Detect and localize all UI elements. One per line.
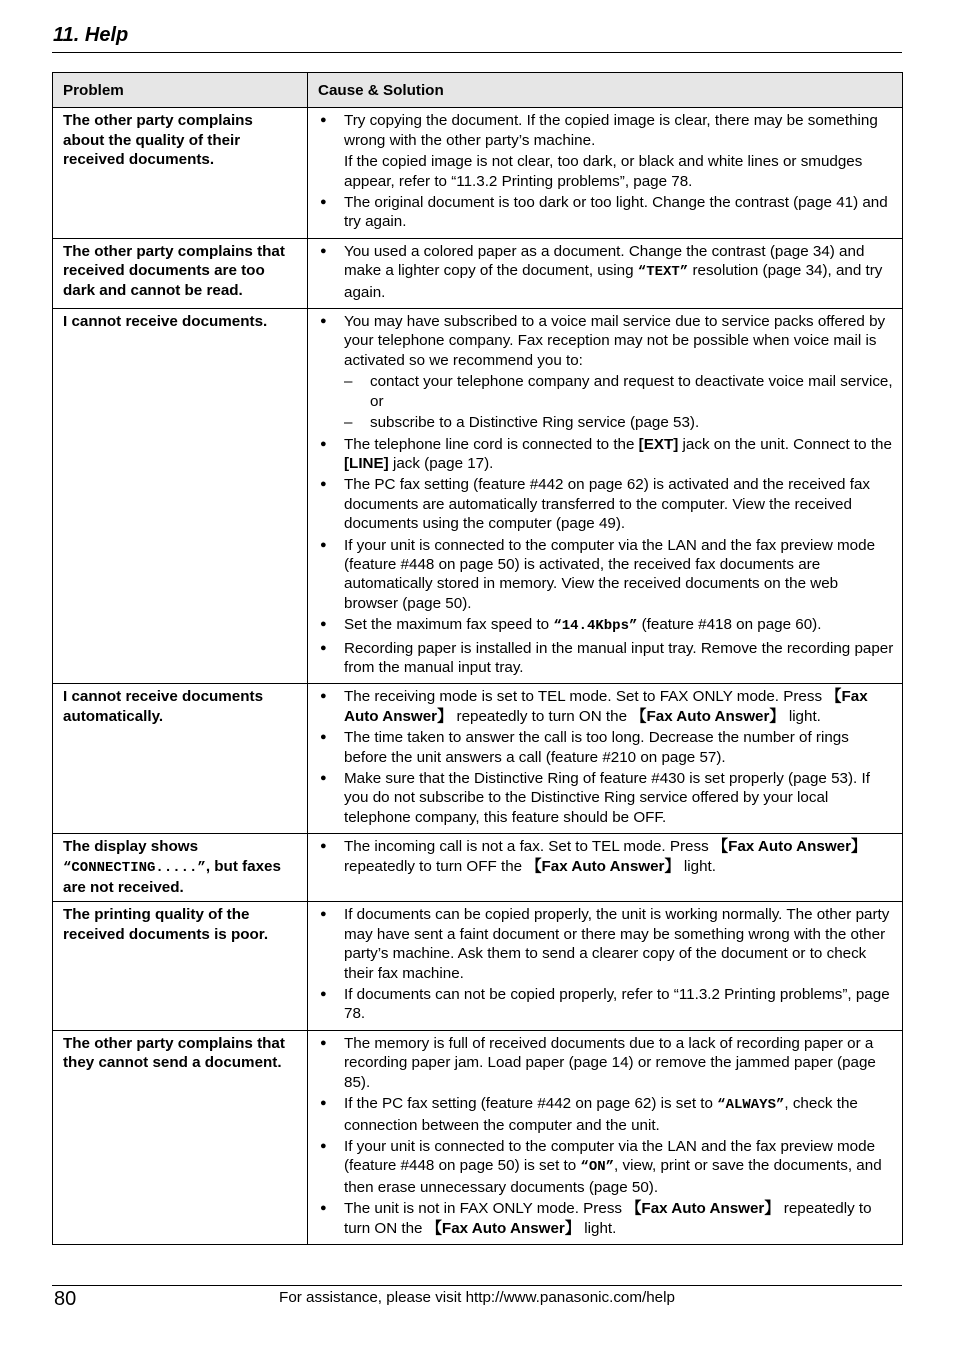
solution-text: If the PC fax setting (feature #442 on page 62) is set to [344, 1095, 718, 1113]
fax-auto-answer-key: 【Fax Auto Answer】 [626, 1200, 780, 1218]
solution-text: The unit is not in FAX ONLY mode. Press [344, 1200, 627, 1218]
solution-cell [308, 1030, 903, 1244]
fax-auto-answer-key: 【Fax Auto Answer】 [344, 688, 868, 725]
solution-bullet [318, 615, 894, 636]
table-row [53, 684, 903, 834]
solution-text: , view, print or save the documents, and then erase unnecessary documents (page 50). [344, 1157, 882, 1196]
solution-text: jack (page 17). [388, 454, 494, 472]
solution-text: , check the connection between the computer and the unit. [344, 1095, 858, 1134]
solution-bullet: ● The PC fax setting (feature #442 on page 62) is activated and the received fax documents are automatically transferred to the computer. View the received documents using the computer (page 49). [318, 475, 894, 533]
solution-text: resolution (page 34), and try again. [344, 262, 883, 301]
solution-sub-item: – contact your telephone company and request to deactivate voice mail service, or [344, 372, 894, 411]
problem-text: The display shows [63, 838, 199, 856]
solution-bullet [318, 435, 894, 474]
problem-cell: The other party complains that they cannot send a document. [53, 1030, 308, 1244]
problem-text: , but faxes are not received. [63, 857, 281, 897]
solution-text: The telephone line cord is connected to the [344, 435, 639, 453]
solution-bullet [318, 242, 894, 302]
solution-continuation: If the copied image is not clear, too dark, or black and white lines or smudges appear, refer to “11.3.2 Printing problems”, page 78. [344, 153, 863, 190]
problem-cell: The printing quality of the received documents is poor. [53, 902, 308, 1030]
display-text: “CONNECTING.....” [63, 859, 206, 876]
solution-text: light. [784, 707, 821, 725]
table-row [53, 1030, 903, 1244]
solution-bullet: ● If documents can not be copied properly, refer to “11.3.2 Printing problems”, page 78. [318, 985, 894, 1024]
fax-auto-answer-key: 【Fax Auto Answer】 [631, 707, 785, 725]
solution-bullet: ● Recording paper is installed in the manual input tray. Remove the recording paper from the manual input tray. [318, 639, 894, 678]
solution-text: light. [580, 1219, 617, 1237]
solution-bullet [318, 1094, 894, 1135]
ext-jack-label: [EXT] [638, 435, 679, 453]
solution-text: You may have subscribed to a voice mail service due to service packs offered by your telephone company. Fax reception may not be possible when voice mail is activated so we recommend you to: [344, 313, 886, 369]
problem-cell [53, 834, 308, 902]
fax-auto-answer-key: 【Fax Auto Answer】 [426, 1219, 581, 1237]
solution-bullet: ● The time taken to answer the call is too long. Decrease the number of rings before the unit answers a call (feature #210 on page 57). [318, 728, 894, 767]
solution-text: The incoming call is not a fax. Set to TEL mode. Press [344, 838, 713, 856]
solution-bullet [318, 312, 894, 432]
solution-sub-item: – subscribe to a Distinctive Ring service (page 53). [344, 413, 894, 432]
solution-bullet: ● If documents can be copied properly, the unit is working normally. The other party may have sent a faint document or there may be something wrong with the other party’s machine. Ask them to send a clearer copy of the document or to check their fax machine. [318, 905, 894, 983]
solution-cell [308, 834, 903, 902]
display-text: “14.4Kbps” [553, 618, 638, 635]
display-text: “ALWAYS” [717, 1097, 785, 1114]
solution-bullet [318, 687, 894, 726]
column-header-problem: Problem [53, 73, 308, 108]
solution-bullet: ● Make sure that the Distinctive Ring of feature #430 is set properly (page 53). If you do not subscribe to the Distinctive Ring service offered by your local telephone company, this feature should be OFF. [318, 769, 894, 827]
solution-bullet [318, 837, 894, 876]
solution-bullet: ● The memory is full of received documents due to a lack of recording paper or a recording paper jam. Load paper (page 14) or remove the jammed paper (page 85). [318, 1034, 894, 1092]
problem-cell: I cannot receive documents automatically. [53, 684, 308, 834]
assistance-text: For assistance, please visit http://www.panasonic.com/help [279, 1289, 675, 1306]
solution-text: You used a colored paper as a document. Change the contrast (page 34) and make a lighter copy of the document, using [344, 242, 865, 280]
display-text: “ON” [580, 1159, 615, 1176]
solution-text: (feature #418 on page 60). [637, 616, 822, 634]
solution-cell [308, 108, 903, 238]
solution-bullet: ● If your unit is connected to the computer via the LAN and the fax preview mode (feature #448 on page 50) is activated, the received fax documents are automatically stored in memory. View the received documents on the web browser (page 50). [318, 536, 894, 614]
solution-bullet: ● The original document is too dark or too light. Change the contrast (page 41) and try again. [318, 193, 894, 232]
section-title: 11. Help [53, 24, 129, 46]
problem-cell: The other party complains about the quality of their received documents. [53, 108, 308, 238]
footer-divider [52, 1285, 902, 1286]
table-row [53, 108, 903, 238]
table-header-row [53, 73, 903, 108]
solution-text: Try copying the document. If the copied image is clear, there may be something wrong with the other party’s machine. [344, 112, 878, 149]
fax-auto-answer-key: 【Fax Auto Answer】 [712, 838, 867, 856]
page-number: 80 [54, 1288, 77, 1310]
troubleshooting-table [52, 72, 903, 1245]
solution-bullet [318, 1199, 894, 1238]
solution-text: repeatedly to turn ON the [344, 1200, 872, 1237]
solution-text: repeatedly to turn OFF the [344, 857, 527, 875]
problem-cell: I cannot receive documents. [53, 309, 308, 684]
column-header-solution: Cause & Solution [308, 73, 903, 108]
table-row [53, 834, 903, 902]
solution-text: If your unit is connected to the computer via the LAN and the fax preview mode (feature #448 on page 50) is set to [344, 1137, 876, 1175]
solution-text: Set the maximum fax speed to [344, 616, 554, 634]
solution-text: light. [679, 857, 716, 875]
solution-cell [308, 309, 903, 684]
solution-text: The receiving mode is set to TEL mode. Set to FAX ONLY mode. Press [344, 688, 827, 706]
table-row [53, 309, 903, 684]
solution-cell [308, 902, 903, 1030]
problem-cell: The other party complains that received documents are too dark and cannot be read. [53, 238, 308, 308]
table-row [53, 238, 903, 308]
solution-text: repeatedly to turn ON the [452, 707, 632, 725]
solution-text: jack on the unit. Connect to the [678, 435, 892, 453]
page-header [52, 22, 902, 53]
solution-bullet [318, 1137, 894, 1197]
fax-auto-answer-key: 【Fax Auto Answer】 [526, 857, 680, 875]
display-text: “TEXT” [637, 264, 689, 281]
line-jack-label: [LINE] [344, 454, 389, 472]
solution-bullet [318, 111, 894, 191]
table-row [53, 902, 903, 1030]
solution-cell [308, 238, 903, 308]
solution-cell [308, 684, 903, 834]
